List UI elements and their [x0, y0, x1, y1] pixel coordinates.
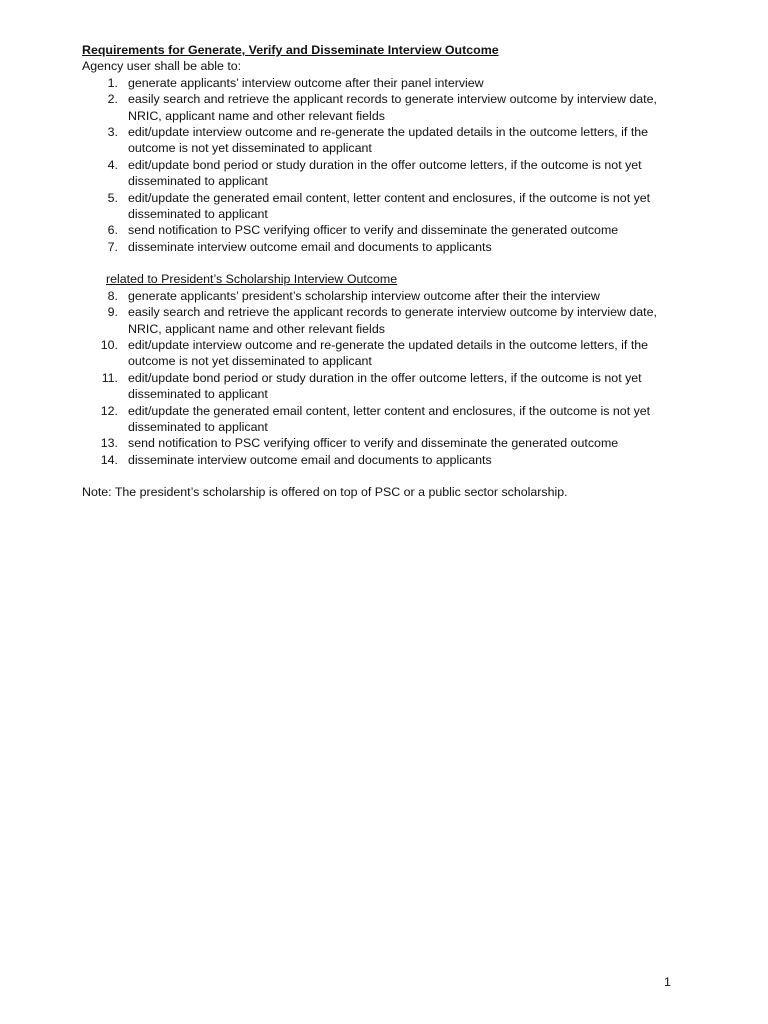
list-item: [82, 337, 682, 370]
list-item-text: easily search and retrieve the applicant records to generate interview outcome by interview date, NRIC, applicant name and other relevant fields: [128, 92, 657, 123]
list-item-text: easily search and retrieve the applicant records to generate interview outcome by interview date, NRIC, applicant name and other relevant fields: [128, 305, 657, 336]
list-item: [82, 435, 682, 451]
list-item-number: 8.: [107, 288, 118, 303]
list-item-text: send notification to PSC verifying officer to verify and disseminate the generated outcome: [128, 436, 619, 451]
list-item-number: 7.: [107, 239, 118, 254]
list-item-number: 10.: [100, 337, 118, 352]
list-item-number: 9.: [107, 305, 118, 320]
list-item: [82, 370, 682, 403]
list-item: [82, 75, 682, 91]
list-item-number: 5.: [107, 190, 118, 205]
section-spacer: [82, 255, 682, 271]
note-text: Note: The president’s scholarship is offered on top of PSC or a public sector scholarship.: [82, 485, 568, 500]
page-number: 1: [664, 975, 671, 989]
list-item-number: 1.: [107, 75, 118, 90]
list-item-number: 13.: [100, 436, 118, 451]
list-item-text: disseminate interview outcome email and documents to applicants: [128, 239, 492, 254]
list-item: [82, 288, 682, 304]
list-item: [82, 222, 682, 238]
list-item-text: edit/update the generated email content, letter content and enclosures, if the outcome is not yet disseminated to applicant: [128, 403, 651, 434]
list-item: [82, 124, 682, 157]
list-item: [82, 304, 682, 337]
list-item-text: edit/update bond period or study duration in the offer outcome letters, if the outcome is not yet disseminated to applicant: [128, 370, 642, 402]
list-item-text: disseminate interview outcome email and documents to applicants: [128, 452, 492, 467]
list-item-number: 12.: [100, 403, 118, 418]
requirements-list-general: [82, 75, 682, 255]
list-item: [82, 157, 682, 190]
list-item-text: edit/update bond period or study duration in the offer outcome letters, if the outcome is not yet disseminated to applicant: [128, 157, 642, 189]
document-title: Requirements for Generate, Verify and Disseminate Interview Outcome: [82, 43, 499, 57]
list-item: [82, 239, 682, 255]
list-item: [82, 91, 682, 124]
list-item-number: 14.: [100, 452, 118, 467]
section-subheading: related to President’s Scholarship Interview Outcome: [106, 272, 398, 287]
list-item-text: edit/update interview outcome and re-generate the updated details in the outcome letters, if the outcome is not yet disseminated to applicant: [128, 337, 649, 369]
list-item-number: 6.: [107, 223, 118, 238]
intro-text: Agency user shall be able to:: [82, 59, 242, 74]
requirements-list-presidents-scholarship: [82, 288, 682, 468]
list-item-text: send notification to PSC verifying officer to verify and disseminate the generated outcome: [128, 223, 619, 238]
document-page: [82, 42, 682, 501]
list-item-text: edit/update interview outcome and re-generate the updated details in the outcome letters, if the outcome is not yet disseminated to applicant: [128, 125, 649, 156]
list-item-text: generate applicants’ president’s scholarship interview outcome after their the interview: [128, 288, 600, 303]
list-item: [82, 190, 682, 223]
list-item: [82, 403, 682, 436]
list-item-number: 4.: [107, 157, 118, 172]
list-item-number: 3.: [107, 125, 118, 140]
list-item-number: 11.: [101, 370, 118, 385]
list-item-text: generate applicants’ interview outcome after their panel interview: [128, 75, 484, 90]
list-item-number: 2.: [107, 92, 118, 107]
list-item: [82, 452, 682, 468]
list-item-text: edit/update the generated email content, letter content and enclosures, if the outcome is not yet disseminated to applicant: [128, 190, 651, 222]
